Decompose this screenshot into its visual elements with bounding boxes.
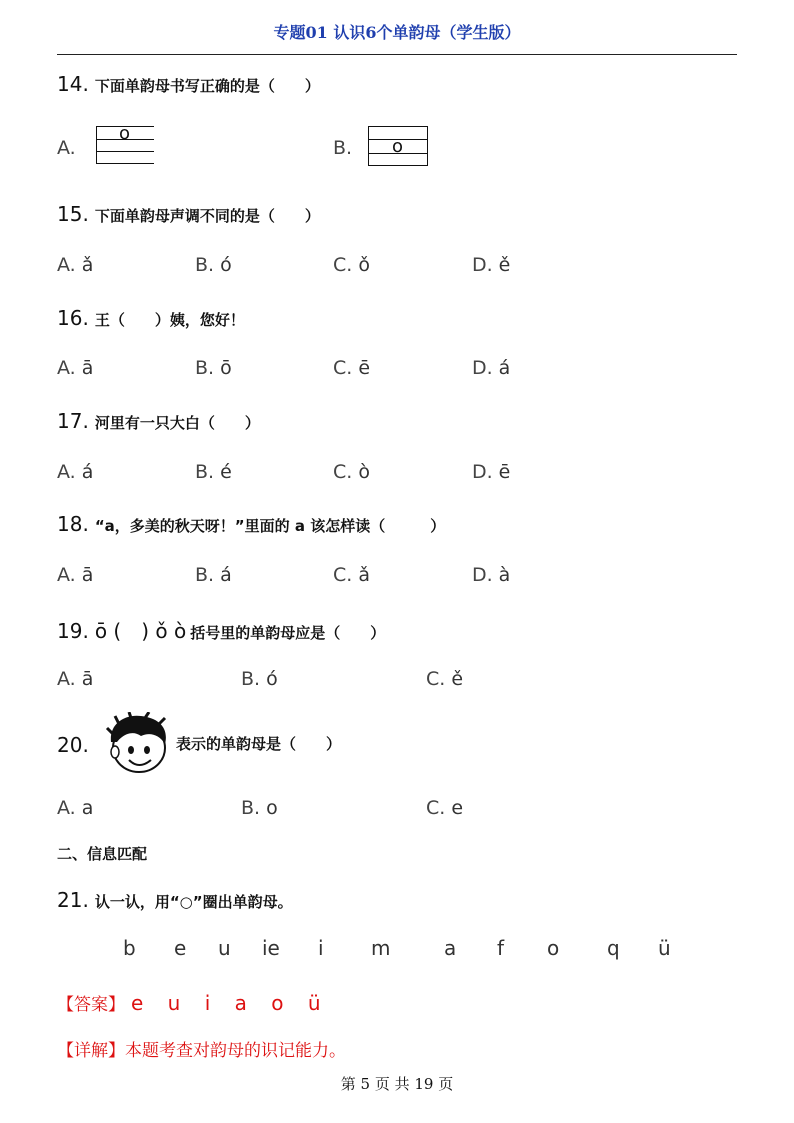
option-label: D. (472, 564, 493, 586)
option-value: ā (81, 357, 94, 379)
option-label: C. (333, 461, 353, 483)
question-20 (57, 733, 95, 757)
question-text: 王（ ）姨，您好！ (94, 311, 245, 329)
page-footer: 第 5 页 共 19 页 (340, 1075, 454, 1093)
question-20-text (176, 733, 341, 754)
option-label: C. (333, 254, 353, 276)
option-label: B. (195, 254, 215, 276)
question-text: 下面单韵母书写正确的是（ ） (94, 77, 320, 95)
option-value: á (81, 461, 94, 483)
option-label: A. (57, 461, 76, 483)
option-18-c[interactable] (333, 564, 370, 586)
question-text: 括号里的单韵母应是（ ） (190, 624, 386, 642)
question-21 (57, 888, 293, 912)
option-value: ǒ (358, 254, 370, 276)
option-15-d[interactable] (472, 254, 510, 276)
question-text: “a，多美的秋天呀！”里面的 a 该怎样读（ ） (94, 517, 446, 535)
answer-block (57, 990, 330, 1015)
option-value: ò (358, 461, 370, 483)
question-text: 认一认，用“○”圈出单韵母。 (94, 893, 293, 911)
option-19-a[interactable] (57, 668, 93, 690)
option-18-d[interactable] (472, 564, 510, 586)
option-value: a (81, 797, 94, 819)
option-label: B. (333, 137, 353, 159)
option-value: á (498, 357, 511, 379)
question-17 (57, 409, 260, 433)
option-20-c[interactable] (426, 797, 463, 819)
option-value: ǎ (81, 254, 94, 276)
option-value: ě (451, 668, 464, 690)
option-18-b[interactable] (195, 564, 232, 586)
option-label: D. (472, 254, 493, 276)
option-15-b[interactable] (195, 254, 232, 276)
letter-item[interactable]: e (174, 936, 187, 960)
option-label: A. (57, 564, 76, 586)
option-14-b[interactable] (333, 137, 352, 159)
writing-box-a (96, 123, 154, 164)
letter-item[interactable]: q (607, 936, 620, 960)
question-number: 16. (57, 306, 89, 330)
option-17-a[interactable] (57, 461, 93, 483)
letter-item[interactable]: f (497, 936, 505, 960)
detail-block (57, 1036, 346, 1061)
option-label: A. (57, 254, 76, 276)
question-text: 下面单韵母声调不同的是（ ） (94, 207, 320, 225)
option-label: C. (426, 797, 446, 819)
question-text: 河里有一只大白（ ） (94, 414, 260, 432)
detail-label: 【详解】 (57, 1041, 125, 1061)
answer-label: 【答案】 (57, 995, 125, 1015)
option-value: e (451, 797, 464, 819)
box-letter: o (119, 123, 131, 144)
question-number: 19. (57, 619, 89, 643)
option-label: A. (57, 137, 76, 159)
option-label: B. (241, 797, 261, 819)
option-19-c[interactable] (426, 668, 463, 690)
question-number: 15. (57, 202, 89, 226)
option-value: ó (266, 668, 278, 690)
option-17-c[interactable] (333, 461, 370, 483)
option-value: ā (81, 668, 94, 690)
option-value: à (498, 564, 511, 586)
letter-item[interactable]: i (318, 936, 324, 960)
option-15-a[interactable] (57, 254, 93, 276)
option-20-b[interactable] (241, 797, 278, 819)
letter-item[interactable]: o (547, 936, 560, 960)
option-label: A. (57, 668, 76, 690)
question-number: 17. (57, 409, 89, 433)
letter-item[interactable]: ü (658, 936, 671, 960)
option-18-a[interactable] (57, 564, 93, 586)
option-label: B. (195, 564, 215, 586)
option-19-b[interactable] (241, 668, 278, 690)
option-14-a[interactable] (57, 137, 76, 159)
option-value: á (220, 564, 232, 586)
question-number: 18. (57, 512, 89, 536)
option-16-d[interactable] (472, 357, 510, 379)
option-label: B. (195, 357, 215, 379)
option-16-a[interactable] (57, 357, 93, 379)
option-value: o (266, 797, 278, 819)
question-15 (57, 202, 320, 226)
option-value: ě (498, 254, 511, 276)
option-label: B. (241, 668, 261, 690)
child-face-illustration (103, 712, 173, 778)
option-label: A. (57, 797, 76, 819)
section-title: 二、信息匹配 (57, 845, 148, 863)
question-19 (57, 615, 385, 644)
option-17-b[interactable] (195, 461, 232, 483)
question-18 (57, 512, 445, 536)
option-label: C. (333, 357, 353, 379)
question-number: 20. (57, 733, 89, 757)
option-20-a[interactable] (57, 797, 93, 819)
option-16-c[interactable] (333, 357, 370, 379)
question-number: 21. (57, 888, 89, 912)
option-label: D. (472, 357, 493, 379)
header-divider (57, 54, 737, 55)
question-14 (57, 72, 320, 96)
letter-item[interactable]: ie (262, 936, 280, 960)
option-16-b[interactable] (195, 357, 232, 379)
letter-item[interactable]: b (123, 936, 136, 960)
writing-box-b (368, 126, 428, 166)
option-label: D. (472, 461, 493, 483)
letter-item[interactable]: a (444, 936, 457, 960)
page-header-title: 专题01 认识6个单韵母（学生版） (273, 23, 521, 42)
question-16 (57, 306, 245, 330)
option-value: ē (498, 461, 511, 483)
answer-text: e u i a o ü (131, 991, 330, 1015)
detail-text: 本题考查对韵母的识记能力。 (125, 1041, 346, 1061)
option-label: A. (57, 357, 76, 379)
question-lead: ō ( ) ǒ ò (94, 619, 187, 643)
option-15-c[interactable] (333, 254, 370, 276)
letter-item[interactable]: u (218, 936, 231, 960)
letter-item[interactable]: m (371, 936, 391, 960)
question-text: 表示的单韵母是（ ） (176, 735, 342, 753)
question-number: 14. (57, 72, 89, 96)
option-17-d[interactable] (472, 461, 510, 483)
option-value: ǎ (358, 564, 370, 586)
option-label: B. (195, 461, 215, 483)
option-value: é (220, 461, 232, 483)
option-value: ē (358, 357, 371, 379)
option-label: C. (333, 564, 353, 586)
option-value: ō (220, 357, 232, 379)
option-value: ó (220, 254, 232, 276)
option-label: C. (426, 668, 446, 690)
option-value: ā (81, 564, 94, 586)
box-letter: o (392, 136, 404, 157)
